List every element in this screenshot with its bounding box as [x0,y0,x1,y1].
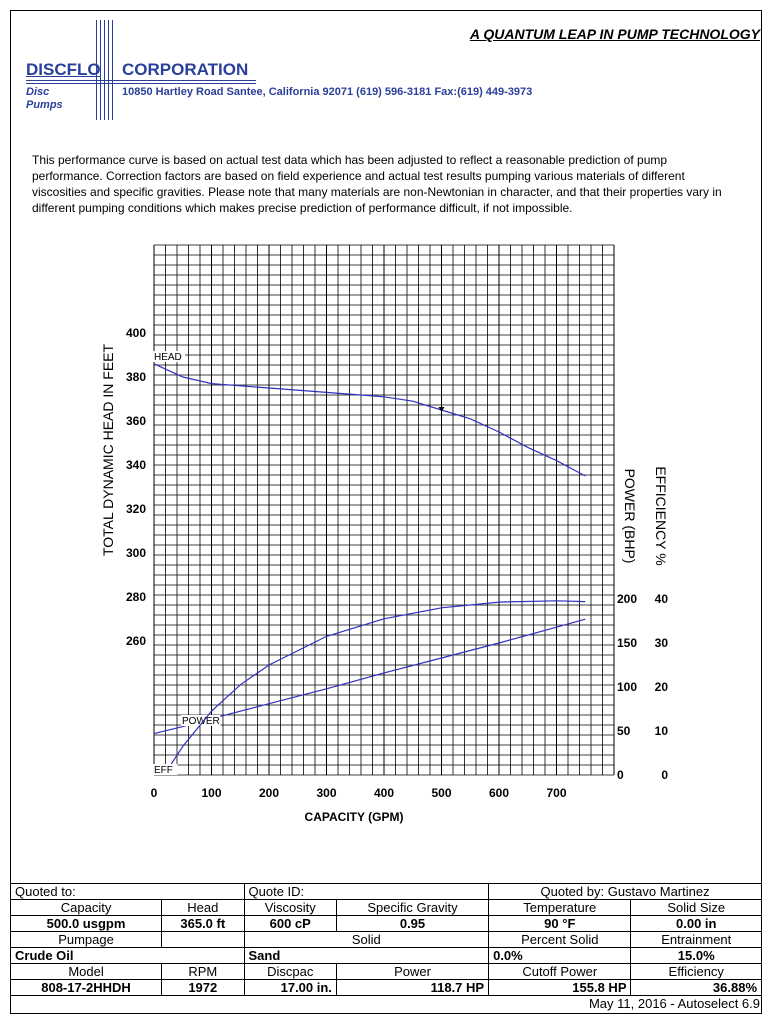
power-tick-label: 100 [617,680,638,694]
cutoff-power-label: Cutoff Power [489,964,631,980]
power-curve-label: POWER [182,716,220,727]
brand-subtitle-1: Disc [26,86,50,98]
efficiency-tick-label: 40 [654,592,668,606]
rpm-label: RPM [162,964,244,980]
temperature-value: 90 °F [489,916,631,932]
corporation-name: CORPORATION [122,60,249,79]
discpac-value: 17.00 in. [244,980,336,996]
discpac-label: Discpac [244,964,336,980]
quote-table [10,883,762,996]
solid-value: Sand [244,948,489,964]
head-label: Head [162,900,244,916]
capacity-label: Capacity [11,900,162,916]
capacity-value: 500.0 usgpm [11,916,162,932]
efficiency-tick-label: 30 [654,636,668,650]
efficiency-tick-label: 20 [654,680,668,694]
rpm-value: 1972 [162,980,244,996]
pumpage-label: Pumpage [11,932,162,948]
solid-size-value: 0.00 in [631,916,762,932]
entrainment-label: Entrainment [631,932,762,948]
efficiency-value: 36.88% [631,980,762,996]
x-tick-label: 700 [546,786,567,800]
power-value: 118.7 HP [336,980,488,996]
power-tick-label: 200 [617,592,638,606]
efficiency-axis-label: EFFICIENCY % [653,466,669,566]
quote-id-label: Quote ID: [244,884,489,900]
head-curve-label: HEAD [154,352,182,363]
brand-name: DISCFLO [26,60,101,79]
solid-size-label: Solid Size [631,900,762,916]
head-tick-label: 280 [125,590,146,604]
efficiency-label: Efficiency [631,964,762,980]
head-tick-label: 300 [125,546,146,560]
power-tick-label: 150 [617,636,638,650]
eff-curve-label: EFF [154,765,173,776]
cutoff-power-value: 155.8 HP [489,980,631,996]
head-tick-label: 400 [125,326,146,340]
viscosity-value: 600 cP [244,916,336,932]
efficiency-tick-label: 10 [654,724,668,738]
entrainment-value: 15.0% [631,948,762,964]
x-tick-label: 0 [150,786,158,800]
solid-label: Solid [244,932,489,948]
head-tick-label: 320 [125,502,146,516]
x-axis-label: CAPACITY (GPM) [304,810,404,824]
power-tick-label: 0 [617,768,624,782]
viscosity-label: Viscosity [244,900,336,916]
power-label: Power [336,964,488,980]
model-label: Model [11,964,162,980]
efficiency-tick-label: 0 [661,768,668,782]
x-tick-label: 500 [431,786,452,800]
x-tick-label: 600 [488,786,510,800]
percent-solid-value: 0.0% [489,948,631,964]
head-tick-label: 340 [125,458,146,472]
power-tick-label: 50 [617,724,631,738]
head-curve [154,364,585,476]
tagline: A QUANTUM LEAP IN PUMP TECHNOLOGY [469,26,760,42]
brand-subtitle-2: Pumps [26,99,63,111]
specific-gravity-label: Specific Gravity [336,900,488,916]
head-tick-label: 360 [125,414,146,428]
specific-gravity-value: 0.95 [336,916,488,932]
head-value: 365.0 ft [162,916,244,932]
x-tick-label: 100 [201,786,222,800]
intro-paragraph: This performance curve is based on actual test data which has been adjusted to reflect a reasonable prediction of pump performance. Correction factors are based on field experience and actual test results pumping various materials of different viscosities and specific gravities. Please note that many materials are non-Newtonian in character, and that their properties vary in different pumping conditions which makes precise prediction of performance difficult, if not impossible. [32,153,722,215]
head-tick-label: 260 [125,634,146,648]
quoted-to-label: Quoted to: [11,884,245,900]
head-tick-label: 380 [125,370,146,384]
pumpage-value: Crude Oil [11,948,245,964]
quoted-by: Quoted by: Gustavo Martinez [489,884,762,900]
temperature-label: Temperature [489,900,631,916]
x-tick-label: 300 [316,786,337,800]
x-tick-label: 400 [373,786,395,800]
percent-solid-label: Percent Solid [489,932,631,948]
quote-date: May 11, 2016 - Autoselect 6.9 [588,996,760,1011]
x-tick-label: 200 [258,786,280,800]
y-axis-label: TOTAL DYNAMIC HEAD IN FEET [100,343,116,557]
power-axis-label: POWER (BHP) [622,468,638,564]
company-address: 10850 Hartley Road Santee, California 92071 (619) 596-3181 Fax:(619) 449-3973 [122,86,533,98]
model-value: 808-17-2HHDH [11,980,162,996]
